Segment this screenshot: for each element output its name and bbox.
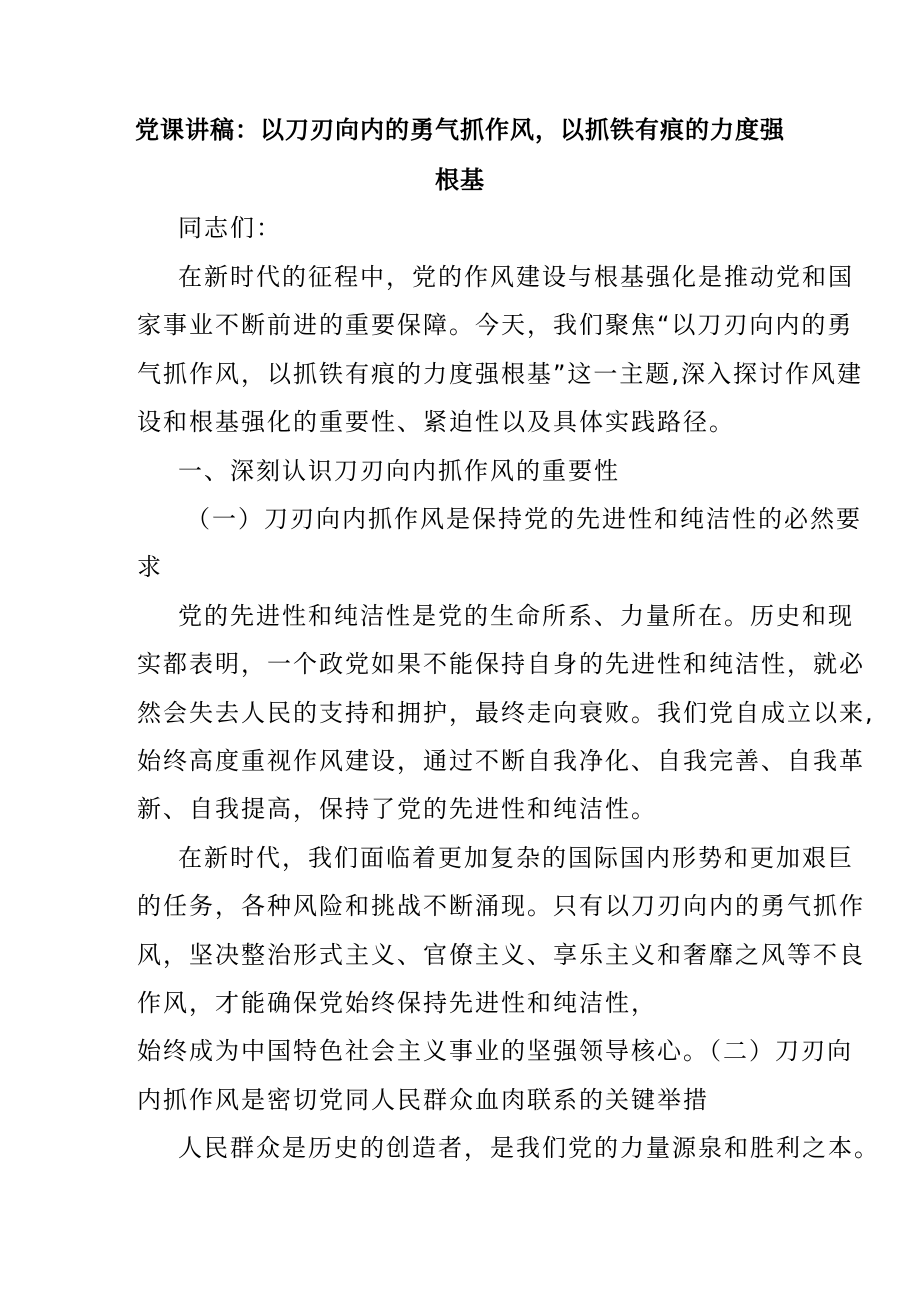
para1-line-2: 实都表明，一个政党如果不能保持自身的先进性和纯洁性，就必 [137, 650, 865, 678]
intro-line-4: 设和根基强化的重要性、紧迫性以及具体实践路径。 [137, 408, 735, 436]
intro-line-2: 家事业不断前进的重要保障。今天，我们聚焦“以刀刃向内的勇 [137, 311, 854, 339]
para2-line-2: 的任务，各种风险和挑战不断涌现。只有以刀刃向内的勇气抓作 [137, 892, 865, 920]
para2-line-3: 风，坚决整治形式主义、官僚主义、享乐主义和奢靡之风等不良 [137, 941, 865, 969]
para1-line-5: 新、自我提高，保持了党的先进性和纯洁性。 [137, 795, 657, 823]
para2-line-1: 在新时代，我们面临着更加复杂的国际国内形势和更加艰巨 [178, 844, 854, 872]
subsection-1-heading-line-1: （一）刀刃向内抓作风是保持党的先进性和纯洁性的必然要 [186, 505, 862, 533]
intro-line-3: 气抓作风，以抓铁有痕的力度强根基”这一主题,深入探讨作风建 [137, 360, 864, 388]
para2-line-4: 作风，才能确保党始终保持先进性和纯洁性， [137, 989, 657, 1017]
subsection-1-heading-line-2: 求 [137, 553, 163, 581]
document-title-line-1: 党课讲稿：以刀刃向内的勇气抓作风，以抓铁有痕的力度强 [135, 116, 785, 144]
para1-line-1: 党的先进性和纯洁性是党的生命所系、力量所在。历史和现 [178, 602, 854, 630]
para2-line-6: 内抓作风是密切党同人民群众血肉联系的关键举措 [137, 1086, 709, 1114]
intro-line-1: 在新时代的征程中，党的作风建设与根基强化是推动党和国 [178, 263, 854, 291]
section-1-heading: 一、深刻认识刀刃向内抓作风的重要性 [178, 457, 620, 485]
document-title-line-2: 根基 [435, 166, 485, 194]
para3-line-1: 人民群众是历史的创造者，是我们党的力量源泉和胜利之本。 [178, 1134, 880, 1162]
para1-line-3: 然会失去人民的支持和拥护，最终走向衰败。我们党自成立以来, [137, 699, 875, 727]
para1-line-4: 始终高度重视作风建设，通过不断自我净化、自我完善、自我革 [137, 747, 865, 775]
para2-line-5: 始终成为中国特色社会主义事业的坚强领导核心。（二）刀刃向 [137, 1037, 853, 1065]
greeting: 同志们： [178, 214, 282, 242]
